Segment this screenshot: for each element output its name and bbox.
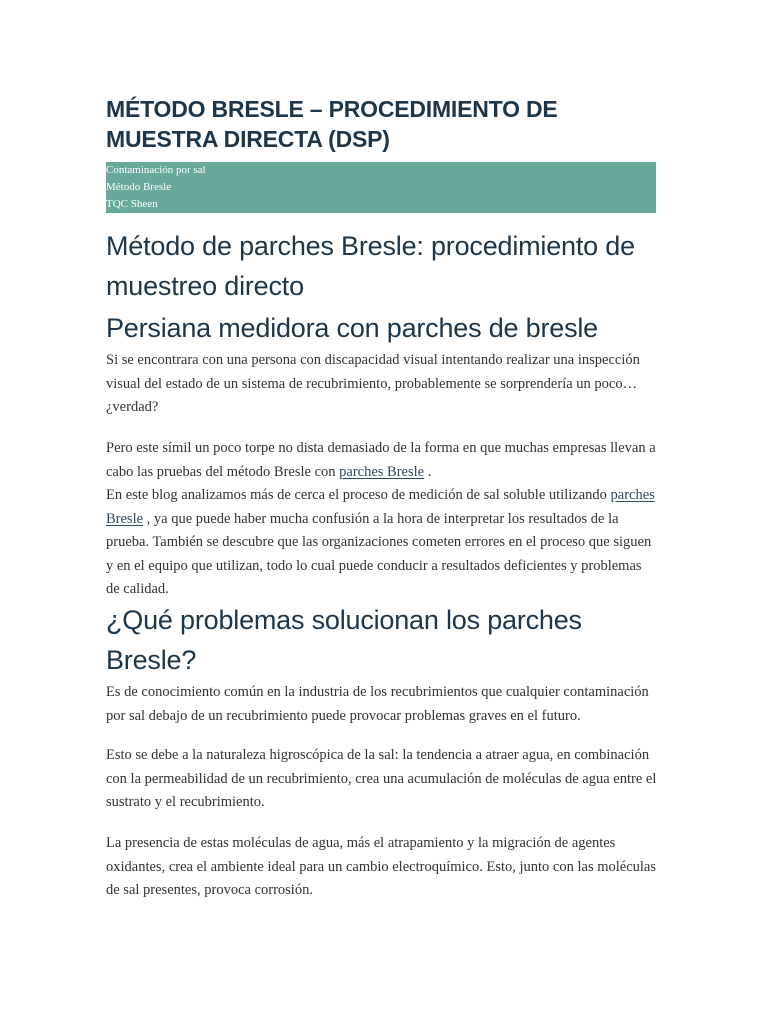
heading-que-problemas: ¿Qué problemas solucionan los parches Bresle? bbox=[106, 605, 582, 675]
paragraph-text: Pero este símil un poco torpe no dista demasiado de la forma en que muchas empresas llevan a cabo las pruebas del método Bresle con bbox=[106, 440, 656, 480]
heading-metodo-parches: Método de parches Bresle: procedimiento de muestreo directo bbox=[106, 231, 635, 301]
document-title: MÉTODO BRESLE – PROCEDIMIENTO DE MUESTRA DIRECTA (DSP) bbox=[106, 96, 558, 152]
heading-persiana-medidora: Persiana medidora con parches de bresle bbox=[106, 313, 598, 343]
tag-link[interactable]: Contaminación por sal bbox=[106, 164, 206, 176]
paragraph-higroscopica: Esto se debe a la naturaleza higroscópica de la sal: la tendencia a atraer agua, en combinación con la permeabilidad de un recubrimiento, crea una acumulación de moléculas de agua entre el sustrato y el recubrimiento. bbox=[106, 747, 657, 810]
tag-tqc-sheen[interactable] bbox=[106, 196, 656, 213]
paragraph-intro: Si se encontrara con una persona con discapacidad visual intentando realizar una inspección visual del estado de un sistema de recubrimiento, probablemente se sorprendería un poco… ¿verdad? bbox=[106, 352, 640, 415]
parches-bresle-link[interactable]: parches Bresle bbox=[339, 463, 425, 480]
tag-metodo-bresle[interactable] bbox=[106, 179, 656, 196]
tag-list bbox=[106, 162, 656, 213]
paragraph-text: , ya que puede haber mucha confusión a la hora de interpretar los resultados de la prueba. También se descubre que las organizaciones cometen errores en el proceso que siguen y en el equipo que utilizan, todo lo cual puede conducir a resultados deficientes y problemas de calidad. bbox=[106, 510, 652, 597]
tag-link[interactable]: TQC Sheen bbox=[106, 198, 158, 210]
parches-bresle-link[interactable]: parches Bresle bbox=[106, 487, 655, 527]
tag-contaminacion-por-sal[interactable] bbox=[106, 162, 656, 179]
paragraph-text: En este blog analizamos más de cerca el proceso de medición de sal soluble utilizando bbox=[106, 487, 611, 503]
paragraph-corrosion: La presencia de estas moléculas de agua, más el atrapamiento y la migración de agentes oxidantes, crea el ambiente ideal para un cambio electroquímico. Esto, junto con las moléculas de sal presentes, provoca corrosión. bbox=[106, 835, 657, 898]
paragraph-conocimiento: Es de conocimiento común en la industria de los recubrimientos que cualquier contaminación por sal debajo de un recubrimiento puede provocar problemas graves en el futuro. bbox=[106, 684, 649, 724]
paragraph-text: . bbox=[424, 463, 432, 480]
tag-link[interactable]: Método Bresle bbox=[106, 181, 172, 193]
paragraph-simil bbox=[106, 437, 658, 602]
